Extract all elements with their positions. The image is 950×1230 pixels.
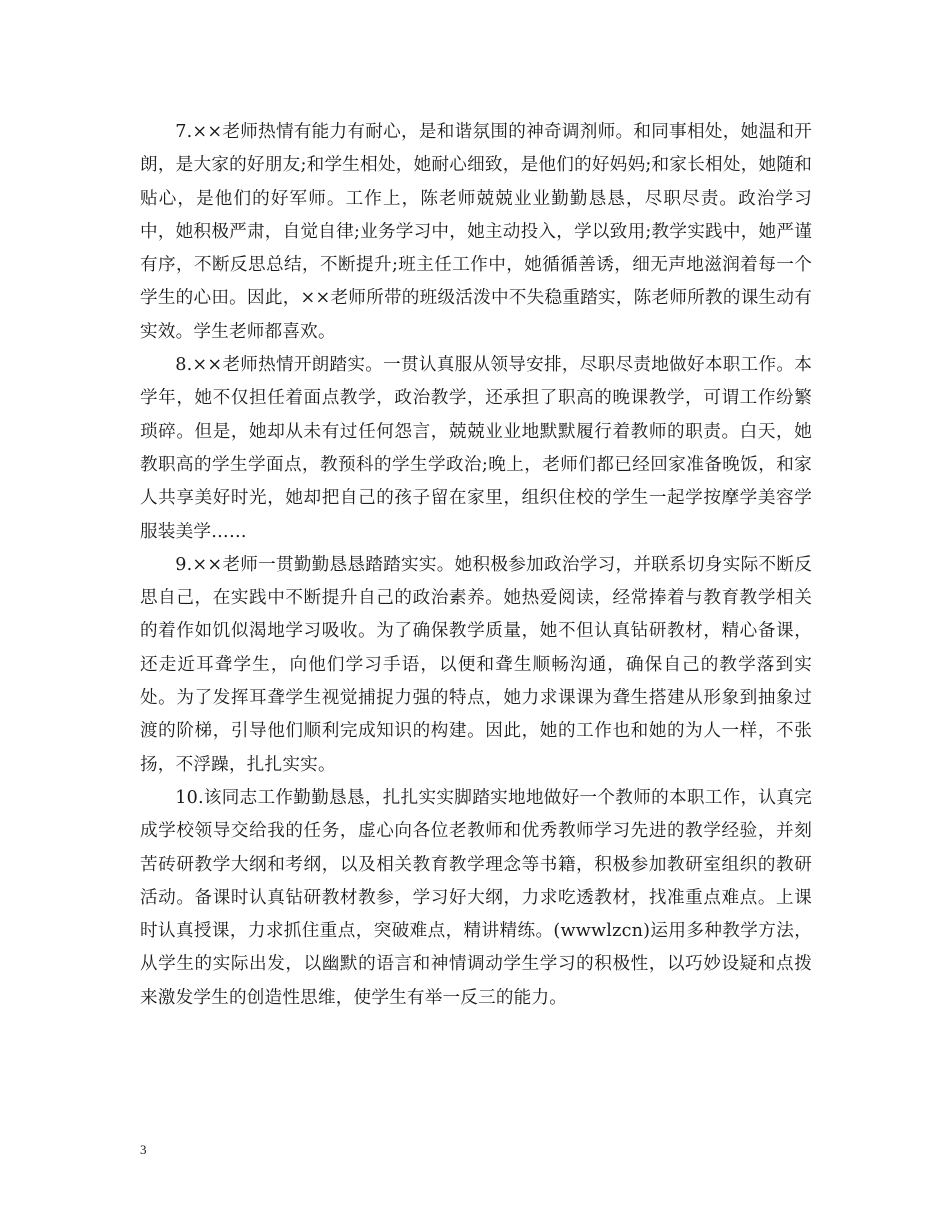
paragraph-10: 10.该同志工作勤勤恳恳，扎扎实实脚踏实地地做好一个教师的本职工作，认真完成学校领导交给我的任务，虚心向各位老教师和优秀教师学习先进的教学经验，并刻苦砖研教学大纲和考纲，以及相关教育教学理念等书籍，积极参加教研室组织的教研活动。备课时认真钻研教材教参，学习好大纲，力求吃透教材，找准重点难点。上课时认真授课，力求抓住重点，突破难点，精讲精练。(wwwlzcn)运用多种教学方法，从学生的实际出发，以幽默的语言和神情调动学生学习的积极性，以巧妙设疑和点拨来激发学生的创造性思维，使学生有举一反三的能力。 (140, 787, 812, 1008)
document-body (140, 116, 812, 1015)
paragraph-8: 8.××老师热情开朗踏实。一贯认真服从领导安排，尽职尽责地做好本职工作。本学年，她不仅担任着面点教学，政治教学，还承担了职高的晚课教学，可谓工作纷繁琐碎。但是，她却从未有过任何怨言，兢兢业业地默默履行着教师的职责。白天，她教职高的学生学面点，教预科的学生学政治;晚上，老师们都已经回家准备晚饭，和家人共享美好时光，她却把自己的孩子留在家里，组织住校的学生一起学按摩学美容学服装美学…… (140, 355, 812, 542)
paragraph-7: 7.××老师热情有能力有耐心，是和谐氛围的神奇调剂师。和同事相处，她温和开朗，是大家的好朋友;和学生相处，她耐心细致，是他们的好妈妈;和家长相处，她随和贴心，是他们的好军师。工作上，陈老师兢兢业业勤勤恳恳，尽职尽责。政治学习中，她积极严肃，自觉自律;业务学习中，她主动投入，学以致用;教学实践中，她严谨有序，不断反思总结，不断提升;班主任工作中，她循循善诱，细无声地滋润着每一个学生的心田。因此，××老师所带的班级活泼中不失稳重踏实，陈老师所教的课生动有实效。学生老师都喜欢。 (140, 122, 812, 342)
paragraph-9: 9.××老师一贯勤勤恳恳踏踏实实。她积极参加政治学习，并联系切身实际不断反思自己，在实践中不断提升自己的政治素养。她热爱阅读，经常捧着与教育教学相关的着作如饥似渴地学习吸收。为了确保教学质量，她不但认真钻研教材，精心备课，还走近耳聋学生，向他们学习手语，以便和聋生顺畅沟通，确保自己的教学落到实处。为了发挥耳聋学生视觉捕捉力强的特点，她力求课课为聋生搭建从形象到抽象过渡的阶梯，引导他们顺利完成知识的构建。因此，她的工作也和她的为人一样，不张扬，不浮躁，扎扎实实。 (140, 554, 812, 775)
page-number: 3 (140, 1142, 147, 1157)
